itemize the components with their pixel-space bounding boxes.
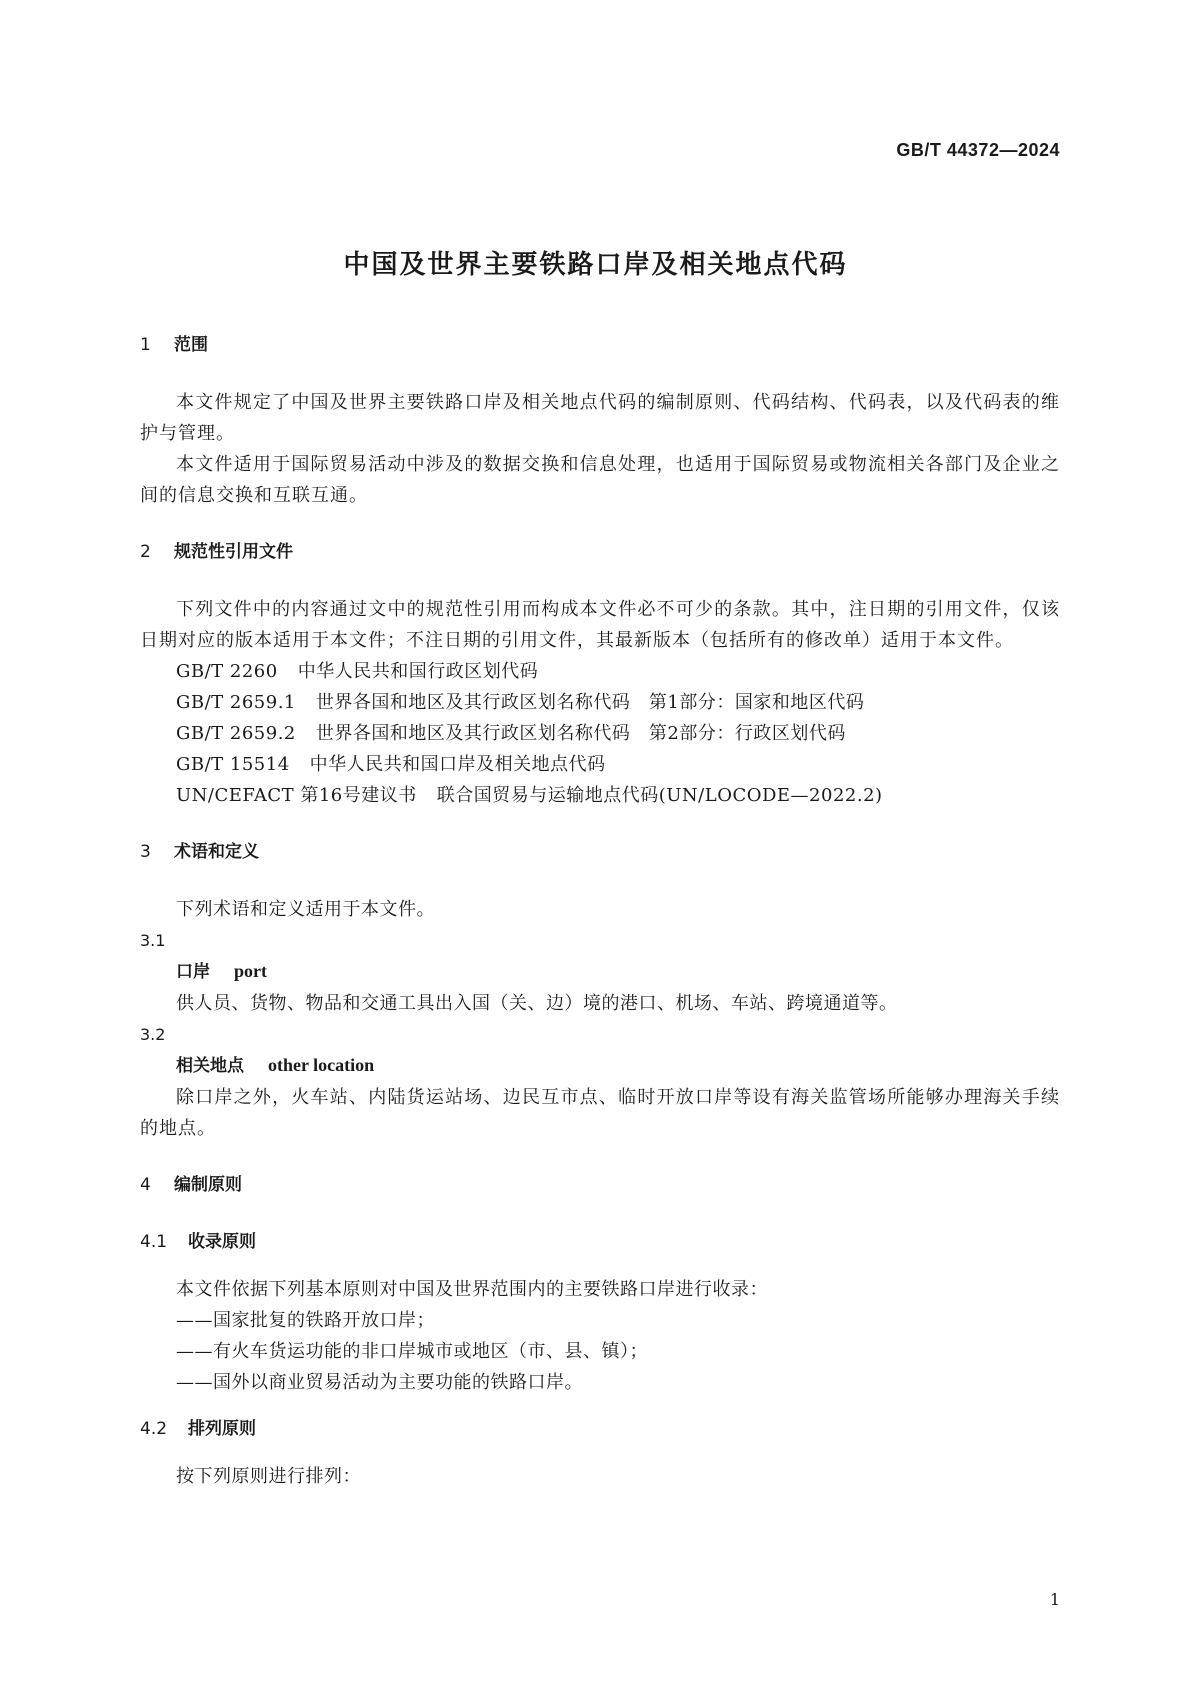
term-definition: 除口岸之外，火车站、内陆货运站场、边民互市点、临时开放口岸等设有海关监管场所能够办理海关手续的地点。: [140, 1087, 1060, 1139]
term-number: 3.2: [140, 1025, 166, 1044]
reference-code: GB/T 2260: [176, 661, 278, 682]
document-title: 中国及世界主要铁路口岸及相关地点代码: [343, 250, 848, 280]
document-body: [140, 330, 1060, 1492]
reference-item: [140, 780, 1060, 811]
term-definition: 供人员、货物、物品和交通工具出入国（关、边）境的港口、机场、车站、跨境通道等。: [176, 993, 898, 1014]
section-title: 术语和定义: [174, 842, 259, 862]
term-zh: 口岸: [176, 962, 210, 982]
list-item: ——国家批复的铁路开放口岸；: [176, 1310, 435, 1331]
reference-title: 中华人民共和国口岸及相关地点代码: [309, 754, 606, 775]
paragraph: 下列术语和定义适用于本文件。: [176, 899, 435, 920]
subsection-number: 4.2: [140, 1419, 168, 1439]
paragraph: 本文件依据下列基本原则对中国及世界范围内的主要铁路口岸进行收录：: [176, 1279, 768, 1300]
section-3-heading: [140, 837, 1060, 868]
section-number: 3: [140, 842, 151, 862]
section-title: 编制原则: [174, 1175, 242, 1195]
reference-code: GB/T 2659.2: [176, 723, 296, 744]
reference-code: GB/T 2659.1: [176, 692, 296, 713]
term-zh: 相关地点: [176, 1056, 244, 1076]
standard-number: GB/T 44372—2024: [896, 140, 1060, 160]
term-heading: [140, 1050, 1060, 1082]
section-number: 2: [140, 542, 151, 562]
paragraph: 下列文件中的内容通过文中的规范性引用而构成本文件必不可少的条款。其中，注日期的引用文件，仅该日期对应的版本适用于本文件；不注日期的引用文件，其最新版本（包括所有的修改单）适用于本文件。: [140, 599, 1060, 651]
reference-code: GB/T 15514: [176, 754, 290, 775]
reference-item: [140, 687, 1060, 718]
section-number: 4: [140, 1175, 151, 1195]
list-item: ——国外以商业贸易活动为主要功能的铁路口岸。: [176, 1372, 583, 1393]
reference-item: [140, 749, 1060, 780]
subsection-4-2-heading: [140, 1414, 1060, 1445]
term-en: port: [234, 961, 267, 981]
page-number: 1: [1049, 1590, 1060, 1609]
term-heading: [140, 956, 1060, 988]
term-number: 3.1: [140, 931, 166, 950]
section-1-heading: [140, 330, 1060, 361]
list-item: ——有火车货运功能的非口岸城市或地区（市、县、镇）；: [176, 1341, 648, 1362]
reference-item: [140, 656, 1060, 687]
paragraph: 本文件适用于国际贸易活动中涉及的数据交换和信息处理，也适用于国际贸易或物流相关各部门及企业之间的信息交换和互联互通。: [140, 454, 1060, 506]
reference-code: UN/CEFACT 第16号建议书: [176, 785, 417, 806]
section-2-heading: [140, 537, 1060, 568]
paragraph: 本文件规定了中国及世界主要铁路口岸及相关地点代码的编制原则、代码结构、代码表，以及代码表的维护与管理。: [140, 392, 1060, 444]
term-en: other location: [268, 1055, 375, 1075]
subsection-title: 排列原则: [188, 1419, 256, 1439]
reference-title: 联合国贸易与运输地点代码(UN/LOCODE—2022.2): [436, 785, 883, 806]
subsection-number: 4.1: [140, 1232, 168, 1252]
subsection-title: 收录原则: [188, 1232, 256, 1252]
section-title: 规范性引用文件: [174, 542, 293, 562]
section-4-heading: [140, 1170, 1060, 1201]
section-number: 1: [140, 335, 151, 355]
reference-title: 世界各国和地区及其行政区划名称代码 第1部分：国家和地区代码: [315, 692, 865, 713]
section-title: 范围: [174, 335, 208, 355]
paragraph: 按下列原则进行排列：: [176, 1466, 361, 1487]
reference-item: [140, 718, 1060, 749]
reference-title: 中华人民共和国行政区划代码: [297, 661, 539, 682]
subsection-4-1-heading: [140, 1227, 1060, 1258]
reference-title: 世界各国和地区及其行政区划名称代码 第2部分：行政区划代码: [315, 723, 846, 744]
